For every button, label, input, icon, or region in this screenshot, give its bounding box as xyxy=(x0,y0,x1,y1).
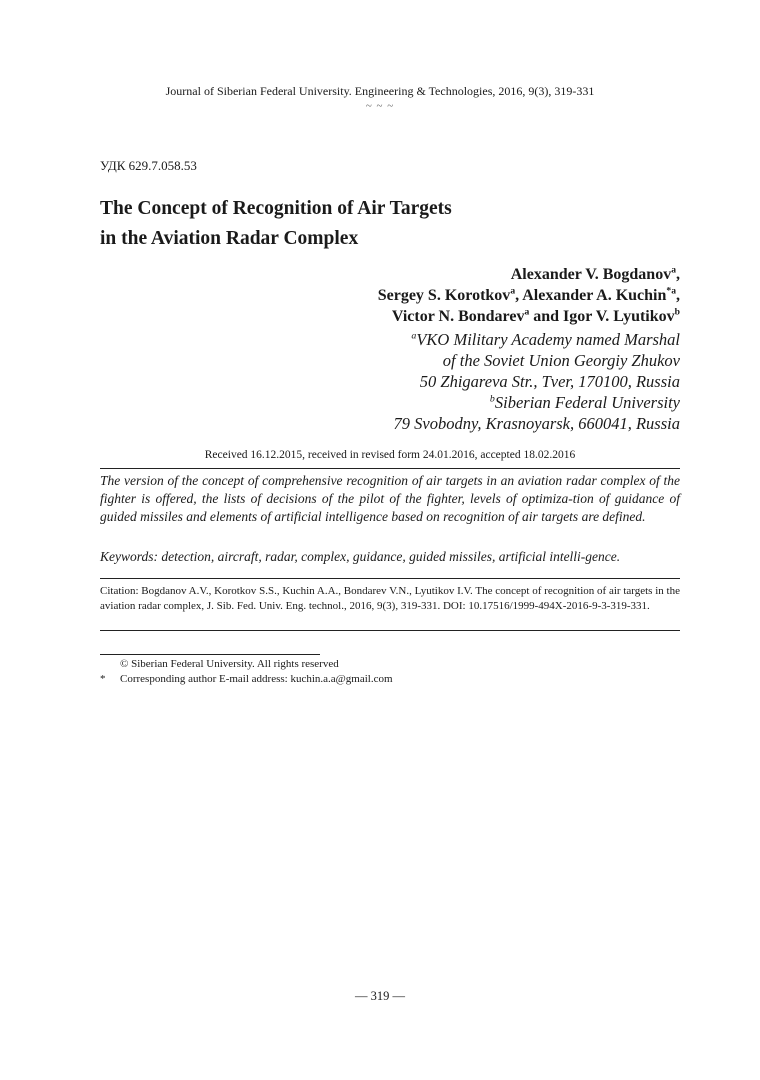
received-dates: Received 16.12.2015, received in revised form 24.01.2016, accepted 18.02.2016 xyxy=(204,449,576,461)
affiliation-mark: b xyxy=(674,306,680,318)
affiliation-mark: a xyxy=(411,330,417,342)
divider-citation-bottom xyxy=(100,630,680,631)
divider-top xyxy=(100,468,680,469)
corresponding-author-text: Corresponding author E-mail address: kuchin.a.a@gmail.com xyxy=(120,673,393,685)
journal-header: Journal of Siberian Federal University. Engineering & Technologies, 2016, 9(3), 319-331 xyxy=(165,84,595,98)
affiliation-a-line-2: of the Soviet Union Georgiy Zhukov xyxy=(442,351,680,370)
affiliation-mark: a xyxy=(524,306,530,318)
footnote-mark: * xyxy=(100,673,106,685)
footnotes xyxy=(100,657,393,687)
affiliation-mark: b xyxy=(489,393,495,405)
author-name: , Alexander A. Kuchin xyxy=(515,287,667,304)
affiliation-a-line-1 xyxy=(394,329,680,350)
title-line-2: in the Aviation Radar Complex xyxy=(100,228,359,249)
header-ornament: ~ ~ ~ xyxy=(365,100,395,112)
corresponding-author-note xyxy=(100,672,393,687)
affiliation-mark: a xyxy=(671,264,676,276)
citation: Citation: Bogdanov A.V., Korotkov S.S., Kuchin A.A., Bondarev V.N., Lyutikov I.V. The concept of recognition of air targets in the aviation radar complex, J. Sib. Fed. Univ. Eng. technol., 2016, 9(3), 319-331. DOI: 10.17516/1999-494X-2016-9-3-319-331. xyxy=(100,585,680,612)
copyright-note xyxy=(100,657,393,672)
affiliation-a-line-3: 50 Zhigareva Str., Tver, 170100, Russia xyxy=(419,372,680,391)
affiliation-b-line-2: 79 Svobodny, Krasnoyarsk, 660041, Russia xyxy=(393,414,680,433)
author-line-3 xyxy=(378,306,680,327)
keywords: Keywords: detection, aircraft, radar, complex, guidance, guided missiles, artificial intelli-gence. xyxy=(100,549,621,564)
author-name: Victor N. Bondarev xyxy=(391,308,525,325)
separator: , xyxy=(676,287,680,304)
author-name: and Igor V. Lyutikov xyxy=(529,308,675,325)
author-line-2 xyxy=(378,285,680,306)
author-name: Sergey S. Korotkov xyxy=(377,287,511,304)
author-list xyxy=(378,264,680,327)
page-number: — 319 — xyxy=(355,989,405,1003)
divider-citation-top xyxy=(100,578,680,579)
affiliation-b-line-1 xyxy=(394,392,680,413)
udk-code: УДК 629.7.058.53 xyxy=(100,158,197,173)
author-name: Alexander V. Bogdanov xyxy=(510,266,672,283)
affiliations xyxy=(394,329,680,434)
affiliation-text: VKO Military Academy named Marshal xyxy=(416,330,680,349)
article-title xyxy=(100,194,452,254)
affiliation-mark: a xyxy=(510,285,516,297)
affiliation-mark: *a xyxy=(666,285,676,297)
title-line-1: The Concept of Recognition of Air Targets xyxy=(100,198,452,219)
separator: , xyxy=(676,266,680,283)
abstract: The version of the concept of comprehensive recognition of air targets in an aviation radar complex of the fighter is offered, the lists of decisions of the pilot of the fighter, levels of optimiza-tion of guidance of guided missiles and elements of artificial intelligence based on recognition of air targets are defined. xyxy=(100,473,680,524)
copyright-text: © Siberian Federal University. All rights reserved xyxy=(120,658,339,670)
footnote-divider xyxy=(100,654,320,655)
author-line-1 xyxy=(378,264,680,285)
affiliation-text: Siberian Federal University xyxy=(494,393,680,412)
